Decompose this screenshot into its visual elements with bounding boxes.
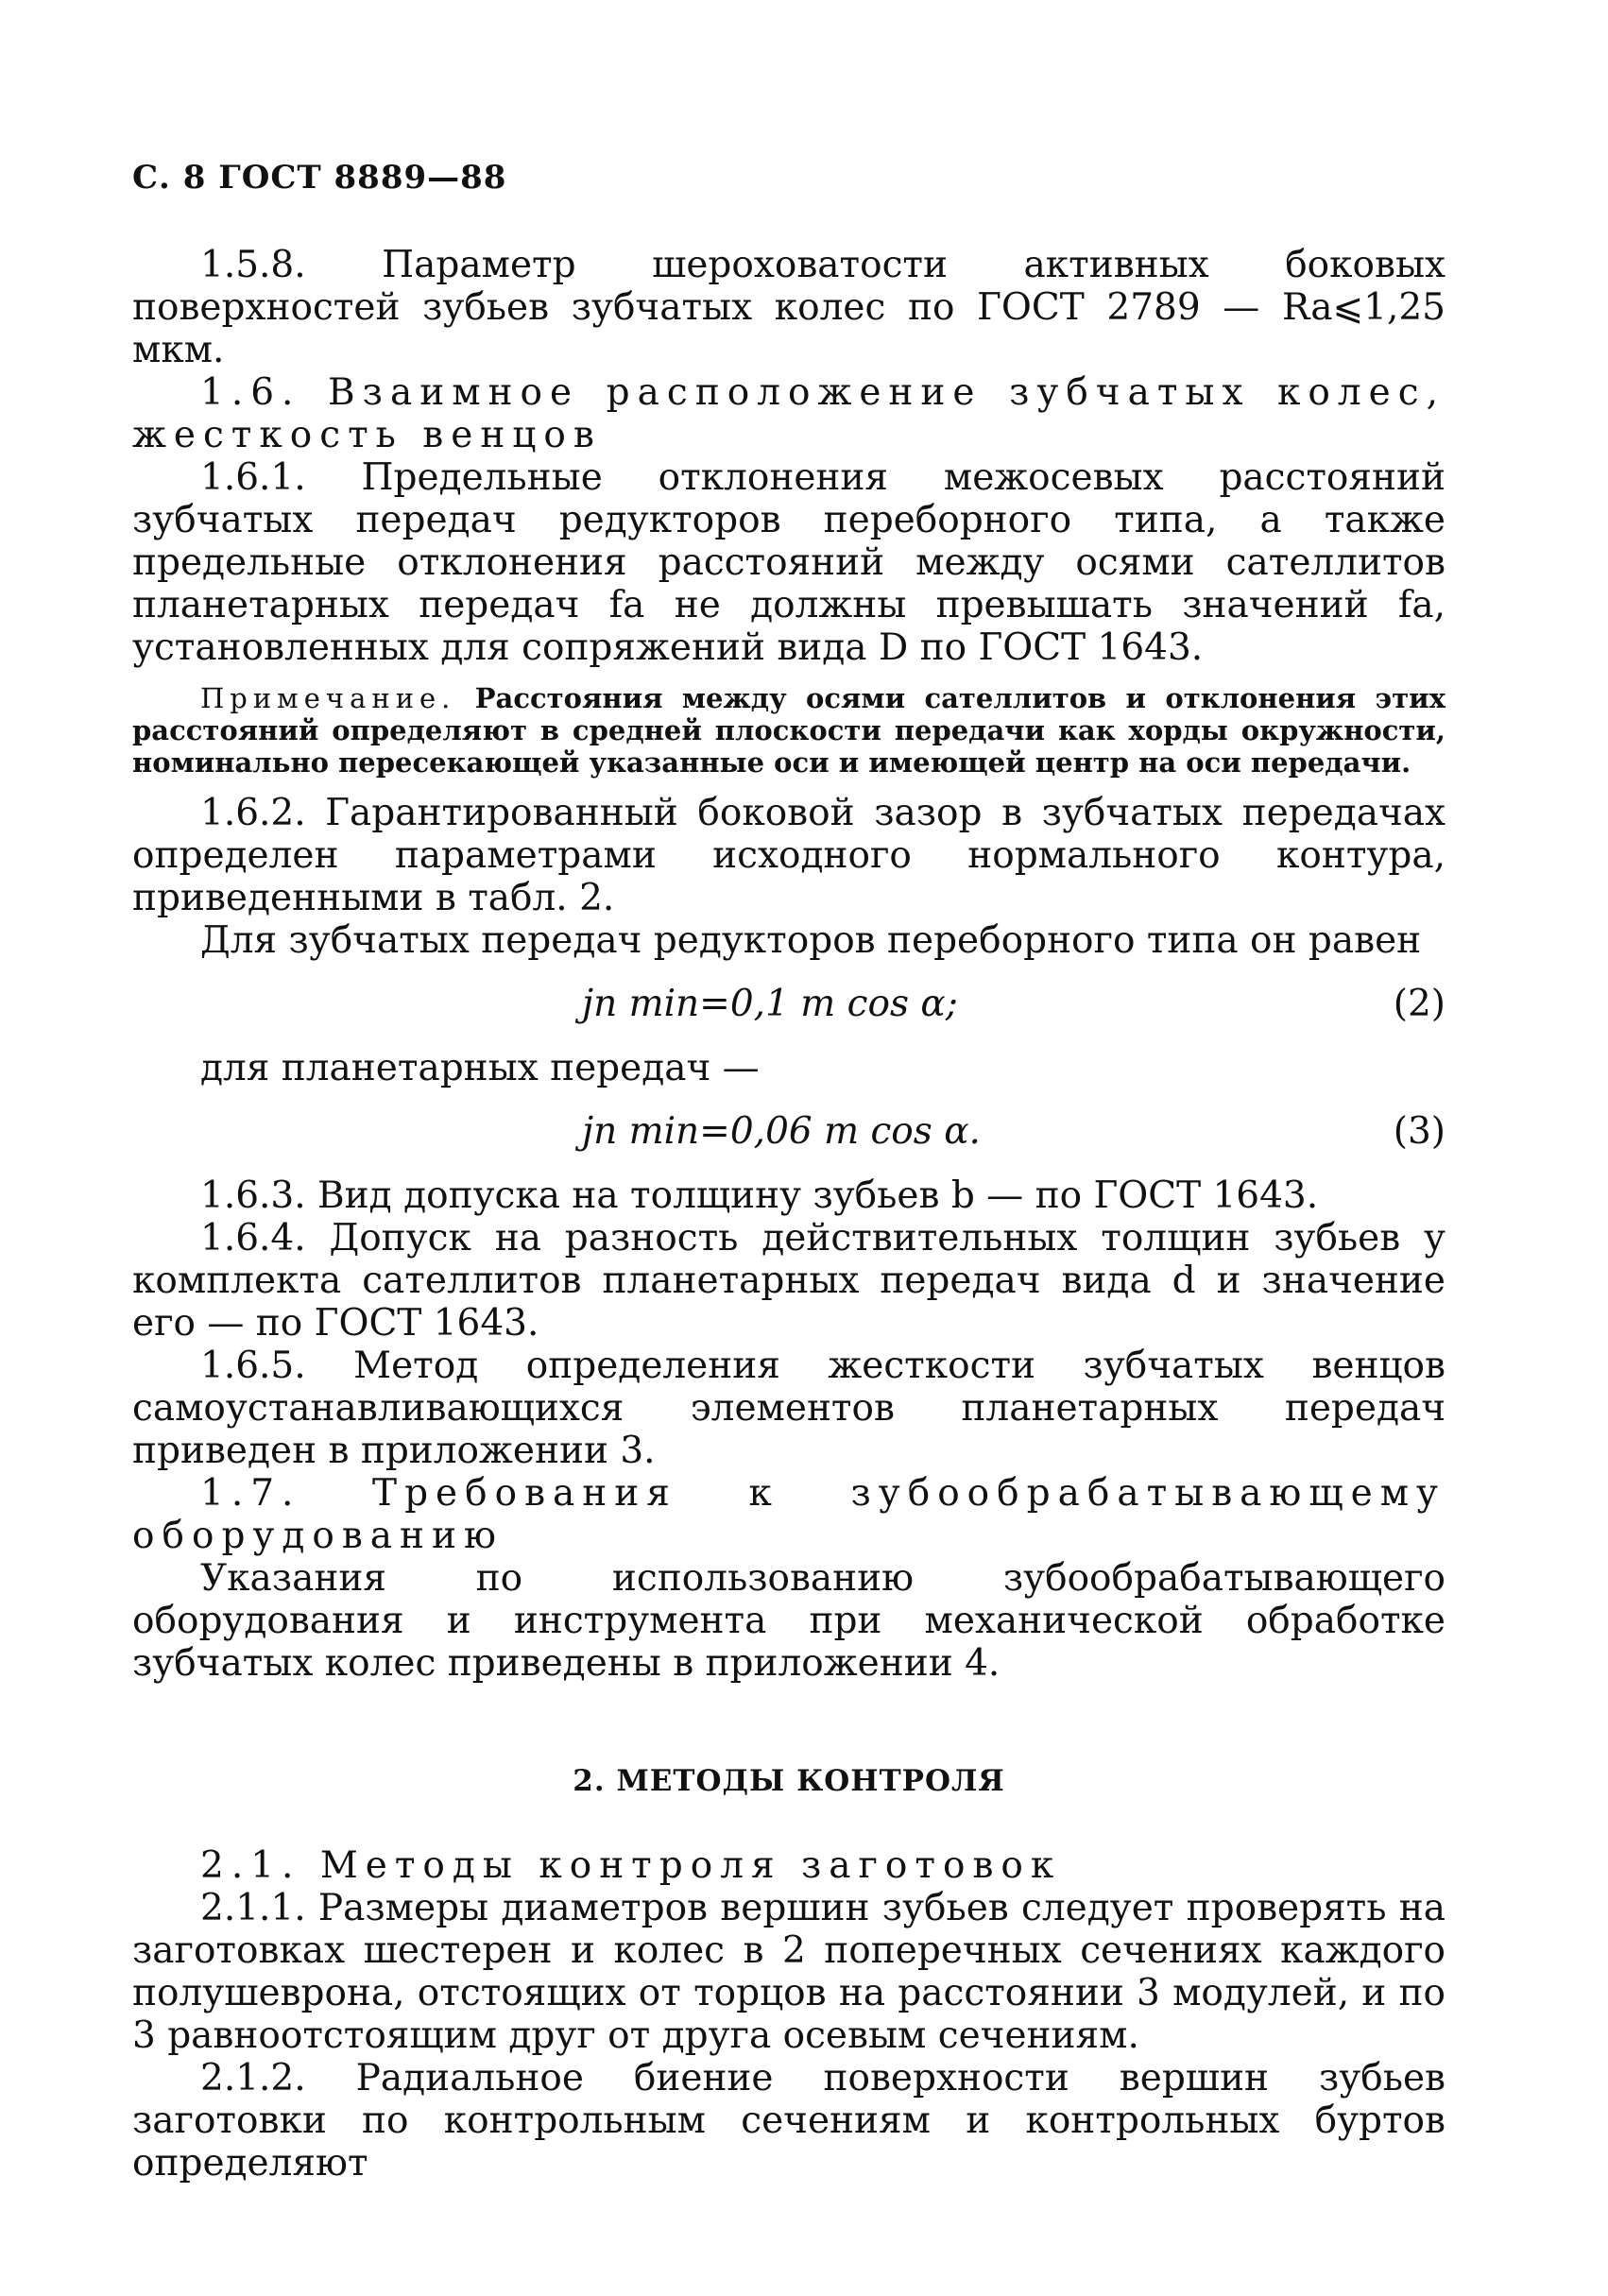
formula-3-expression: jn min=0,06 m cos α. xyxy=(582,1110,981,1153)
formula-2-number: (2) xyxy=(1393,983,1445,1025)
paragraph-1-6-2-continued: Для зубчатых передач редукторов переборного типа он равен xyxy=(200,919,1422,962)
formula-3-number: (3) xyxy=(1393,1110,1445,1153)
note xyxy=(132,682,1445,779)
formula-2-expression: jn min=0,1 m cos α; xyxy=(582,983,958,1025)
document-page xyxy=(132,0,1445,2296)
paragraph-1-6-4: 1.6.4. Допуск на разность действительных толщин зубьев у комплекта сателлитов планетарных передач вида d и значение его — по ГОСТ 1643. xyxy=(132,1217,1445,1345)
subsection-title-1-7: 1.7. Требования к зубообрабатывающему оборудованию xyxy=(132,1472,1445,1557)
paragraph-2-1-2: 2.1.2. Радиальное биение поверхности вершин зубьев заготовки по контрольным сечениям и контрольных буртов определяют xyxy=(132,2057,1445,2185)
paragraph-1-6-1: 1.6.1. Предельные отклонения межосевых расстояний зубчатых передач редукторов переборного типа, а также предельные отклонения расстояний между осями сателлитов планетарных передач fa не должны превышать значений fa, установленных для сопряжений вида D по ГОСТ 1643. xyxy=(132,456,1445,669)
formula-2 xyxy=(132,962,1445,1047)
paragraph-1-6-5: 1.6.5. Метод определения жесткости зубчатых венцов самоустанавливающихся элементов планетарных передач приведен в приложении 3. xyxy=(132,1345,1445,1472)
paragraph-1-5-8: 1.5.8. Параметр шероховатости активных боковых поверхностей зубьев зубчатых колес по ГОСТ 2789 — Ra⩽1,25 мкм. xyxy=(132,244,1445,371)
section-title-2: 2. МЕТОДЫ КОНТРОЛЯ xyxy=(573,1764,1005,1798)
paragraph-2-1-1: 2.1.1. Размеры диаметров вершин зубьев следует проверять на заготовках шестерен и колес в 2 поперечных сечениях каждого полушеврона, отстоящих от торцов на расстоянии 3 модулей, и по 3 равноотстоящим друг от друга осевым сечениям. xyxy=(132,1887,1445,2057)
formula-3 xyxy=(132,1089,1445,1174)
note-label: Примечание. xyxy=(200,682,456,714)
paragraph-1-6-2: 1.6.2. Гарантированный боковой зазор в зубчатых передачах определен параметрами исходного нормального контура, приведенными в табл. 2. xyxy=(132,792,1445,919)
paragraph-1-7-text: Указания по использованию зубообрабатывающего оборудования и инструмента при механической обработке зубчатых колес приведены в приложении 4. xyxy=(132,1557,1445,1685)
note-text: Расстояния между осями сателлитов и отклонения этих расстояний определяют в средней плоскости передачи как хорды окружности, номинально пересекающей указанные оси и имеющей центр на оси передачи. xyxy=(132,682,1445,779)
planetary-label: для планетарных передач — xyxy=(200,1047,760,1089)
paragraph-1-6-3: 1.6.3. Вид допуска на толщину зубьев b — по ГОСТ 1643. xyxy=(200,1174,1319,1217)
page-header: С. 8 ГОСТ 8889—88 xyxy=(132,159,507,197)
subsection-title-1-6: 1.6. Взаимное расположение зубчатых колес, жесткость венцов xyxy=(132,371,1445,456)
document-body xyxy=(132,244,1445,2185)
subsection-title-2-1: 2.1. Методы контроля заготовок xyxy=(200,1844,1062,1887)
